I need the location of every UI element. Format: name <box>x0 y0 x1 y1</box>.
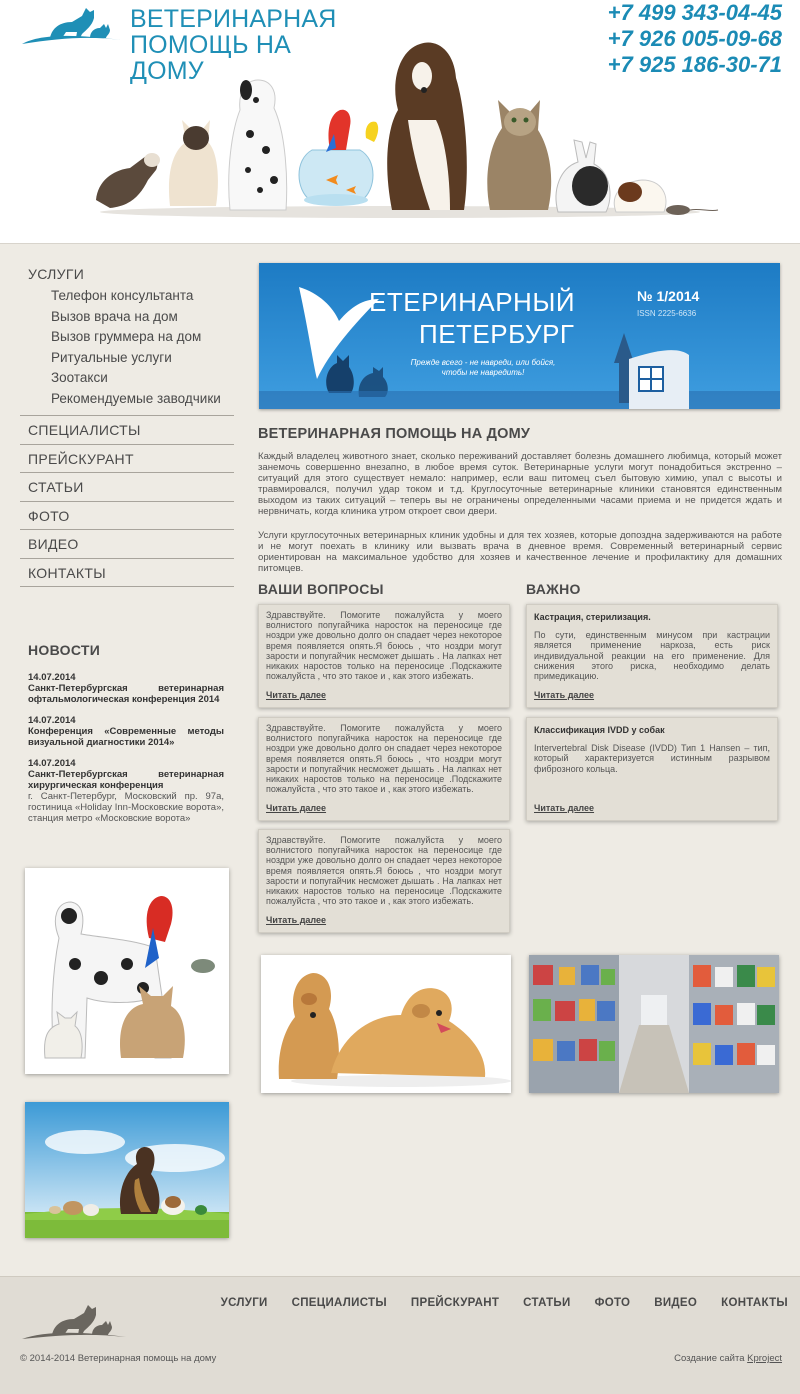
nav-photo[interactable]: ФОТО <box>28 507 70 524</box>
golden-retrievers-image <box>261 955 511 1093</box>
read-more-link[interactable]: Читать далее <box>266 914 327 925</box>
submenu-groomer-call[interactable]: Вызов груммера на дом <box>51 329 202 344</box>
tabby-cat-icon <box>487 100 551 210</box>
sidebar-nav <box>20 415 234 587</box>
pets-group-image <box>25 868 229 1074</box>
credit-prefix: Создание сайта <box>674 1353 745 1364</box>
important-headline[interactable]: Классификация IVDD у собак <box>534 725 665 735</box>
question-text: Здравствуйте. Помогите пожалуйста у моего волнистого попугайчика наросток на переносице где ноздри уже довольно долго он спадает через некоторое время появляется опять.Я боюсь , что ноздри могут зарости и попугайчик несможет дышать . На лапках нет никаких наростов только на переносице .Подскажите пожалуйста , что это такое и , как этого избежать. <box>266 610 502 682</box>
news-headline[interactable]: Санкт-Петербургская ветеринарная офтальмологическая конференция 2014 <box>28 683 224 705</box>
mouse-icon <box>666 205 718 215</box>
footer-logo-icon[interactable] <box>20 1299 130 1343</box>
question-card <box>258 717 510 821</box>
news-block <box>28 642 224 834</box>
submenu-breeders[interactable]: Рекомендуемые заводчики <box>51 390 221 406</box>
photo-golden-retrievers[interactable] <box>261 955 511 1093</box>
credit-link[interactable]: Kproject <box>747 1353 782 1364</box>
site-header <box>0 0 800 244</box>
nav-video[interactable]: ВИДЕО <box>28 536 79 552</box>
read-more-link[interactable]: Читать далее <box>266 689 327 700</box>
banner-issue-number: № 1/2014 <box>637 288 700 304</box>
important-text: По сути, единственным минусом при кастрации является применение наркоза, есть риск индивидуальной реакции на его применение. Для снижения этого риска, необходимо делать примедикацию. <box>534 630 770 682</box>
siamese-cat-icon <box>169 120 218 206</box>
important-text: Intervertebral Disk Disease (IVDD) Тип 1 Hansen – тип, который характеризуется истинным разрывом фиброзного кольца. <box>534 743 770 774</box>
news-date: 14.07.2014 <box>28 672 76 683</box>
footer-nav-articles[interactable]: СТАТЬИ <box>523 1297 571 1309</box>
news-text: г. Санкт-Петербург, Московский пр. 97а, гостиница «Holiday Inn-Московские ворота», станция метро «Московские ворота» <box>28 791 224 824</box>
footer-nav-photo[interactable]: ФОТО <box>594 1297 631 1309</box>
parrot-icon <box>326 110 378 152</box>
banner-title-line2: ПЕТЕРБУРГ <box>419 319 575 349</box>
sidebar-photo-meadow[interactable] <box>25 1102 229 1238</box>
news-item[interactable] <box>28 672 224 705</box>
site-footer <box>0 1276 800 1394</box>
pet-shop-image <box>529 955 779 1093</box>
question-card <box>258 829 510 933</box>
questions-title: ВАШИ ВОПРОСЫ <box>258 581 384 597</box>
banner-issn: ISSN 2225-6636 <box>637 309 697 318</box>
nav-prices[interactable]: ПРЕЙСКУРАНТ <box>28 450 134 467</box>
important-card <box>526 717 778 821</box>
question-text: Здравствуйте. Помогите пожалуйста у моего волнистого попугайчика наросток на переносице где ноздри уже довольно долго он спадает через некоторое время появляется опять.Я боюсь , что ноздри могут зарости и попугайчик несможет дышать . На лапках нет никаких наростов только на переносице .Подскажите пожалуйста , что это такое и , как этого избежать. <box>266 723 502 795</box>
news-item[interactable] <box>28 758 224 824</box>
nav-contacts[interactable]: КОНТАКТЫ <box>28 564 106 581</box>
copyright-text: © 2014-2014 Ветеринарная помощь на дому <box>20 1353 217 1364</box>
read-more-link[interactable]: Читать далее <box>266 802 327 813</box>
sidebar-photo-pets[interactable] <box>25 868 229 1074</box>
nav-services[interactable]: УСЛУГИ <box>28 266 85 282</box>
nav-articles[interactable]: СТАТЬИ <box>28 479 84 495</box>
sidebar <box>20 262 234 587</box>
submenu-consultant-phone[interactable]: Телефон консультанта <box>51 288 194 303</box>
footer-nav-contacts[interactable]: КОНТАКТЫ <box>721 1297 788 1309</box>
guinea-pig-icon <box>614 180 666 212</box>
collie-dog-icon <box>387 42 467 210</box>
phone-1[interactable]: +7 499 343-04-45 <box>607 0 782 25</box>
dalmatian-icon <box>229 80 287 210</box>
page-title: ВЕТЕРИНАРНАЯ ПОМОЩЬ НА ДОМУ <box>258 426 531 442</box>
site-credit <box>674 1353 782 1364</box>
meadow-pets-image <box>25 1102 229 1238</box>
question-card <box>258 604 510 708</box>
banner-title-line1: ЕТЕРИНАРНЫЙ <box>369 287 576 317</box>
header-animals-image <box>90 30 720 220</box>
footer-nav-services[interactable]: УСЛУГИ <box>220 1297 268 1309</box>
photo-pet-shop[interactable] <box>529 955 779 1093</box>
footer-nav-specialists[interactable]: СПЕЦИАЛИСТЫ <box>291 1297 387 1309</box>
ferret-icon <box>96 153 160 208</box>
news-date: 14.07.2014 <box>28 715 76 726</box>
intro-paragraph-1: Каждый владелец животного знает, сколько переживаний доставляет болезнь домашнего любимца, который может занемочь совершенно внезапно, в любое время суток. Ветеринарные услуги могут понадобиться экстренно – ситуаций для этого существует немало: например, если ваш питомец съел бытовую химию, упал с высоты и травмировался, получил удар током и т.д. Круглосуточные ветеринарные клиники становятся единственным выходом из таких ситуаций – теперь вы не ограничены определенными часами приема и не придется ждать и нервничать, когда клиника утром откроет свои двери. <box>258 451 782 517</box>
banner-tagline: Прежде всего - не навреди, или бойся, чтобы не навредить! <box>410 358 556 377</box>
services-submenu <box>20 286 234 415</box>
phone-3[interactable]: +7 925 186-30-71 <box>607 52 782 77</box>
fishbowl-icon <box>299 150 373 206</box>
rabbit-icon <box>556 140 610 212</box>
news-title: НОВОСТИ <box>28 642 101 658</box>
news-date: 14.07.2014 <box>28 758 76 769</box>
important-card <box>526 604 778 708</box>
intro-paragraph-2: Услуги круглосуточных ветеринарных клиник удобны и для тех хозяев, которые допоздна задерживаются на работе и не могут поехать в клинику или вызвать врача в дневное время. Современный ветеринарный сервис ориентирован на максимальное удобство для хозяев и качественное лечение и профилактику для домашних питомцев. <box>258 530 782 574</box>
important-title: ВАЖНО <box>526 581 581 597</box>
nav-specialists[interactable]: СПЕЦИАЛИСТЫ <box>28 422 141 438</box>
submenu-vet-call[interactable]: Вызов врача на дом <box>51 308 178 324</box>
question-text: Здравствуйте. Помогите пожалуйста у моего волнистого попугайчика наросток на переносице где ноздри уже довольно долго он спадает через некоторое время появляется опять.Я боюсь , что ноздри могут зарости и попугайчик несможет дышать . На лапках нет никаких наростов только на переносице .Подскажите пожалуйста , что это такое и , как этого избежать. <box>266 835 502 907</box>
important-headline[interactable]: Кастрация, стерилизация. <box>534 612 651 622</box>
footer-nav-video[interactable]: ВИДЕО <box>654 1297 698 1309</box>
submenu-ritual-services[interactable]: Ритуальные услуги <box>51 349 172 365</box>
magazine-banner[interactable] <box>259 263 780 409</box>
news-headline[interactable]: Конференция «Современные методы визуальной диагностики 2014» <box>28 726 224 748</box>
read-more-link[interactable]: Читать далее <box>534 802 595 813</box>
footer-nav <box>197 1297 788 1309</box>
logo-text: ВЕТЕРИНАРНАЯ ПОМОЩЬ НА ДОМУ <box>130 5 337 85</box>
submenu-zootaxi[interactable]: Зоотакси <box>51 370 108 385</box>
footer-nav-prices[interactable]: ПРЕЙСКУРАНТ <box>410 1297 500 1309</box>
news-headline[interactable]: Санкт-Петербургская ветеринарная хирургическая конференция <box>28 769 224 791</box>
news-item[interactable] <box>28 715 224 748</box>
phone-2[interactable]: +7 926 005-09-68 <box>607 26 782 51</box>
read-more-link[interactable]: Читать далее <box>534 689 595 700</box>
